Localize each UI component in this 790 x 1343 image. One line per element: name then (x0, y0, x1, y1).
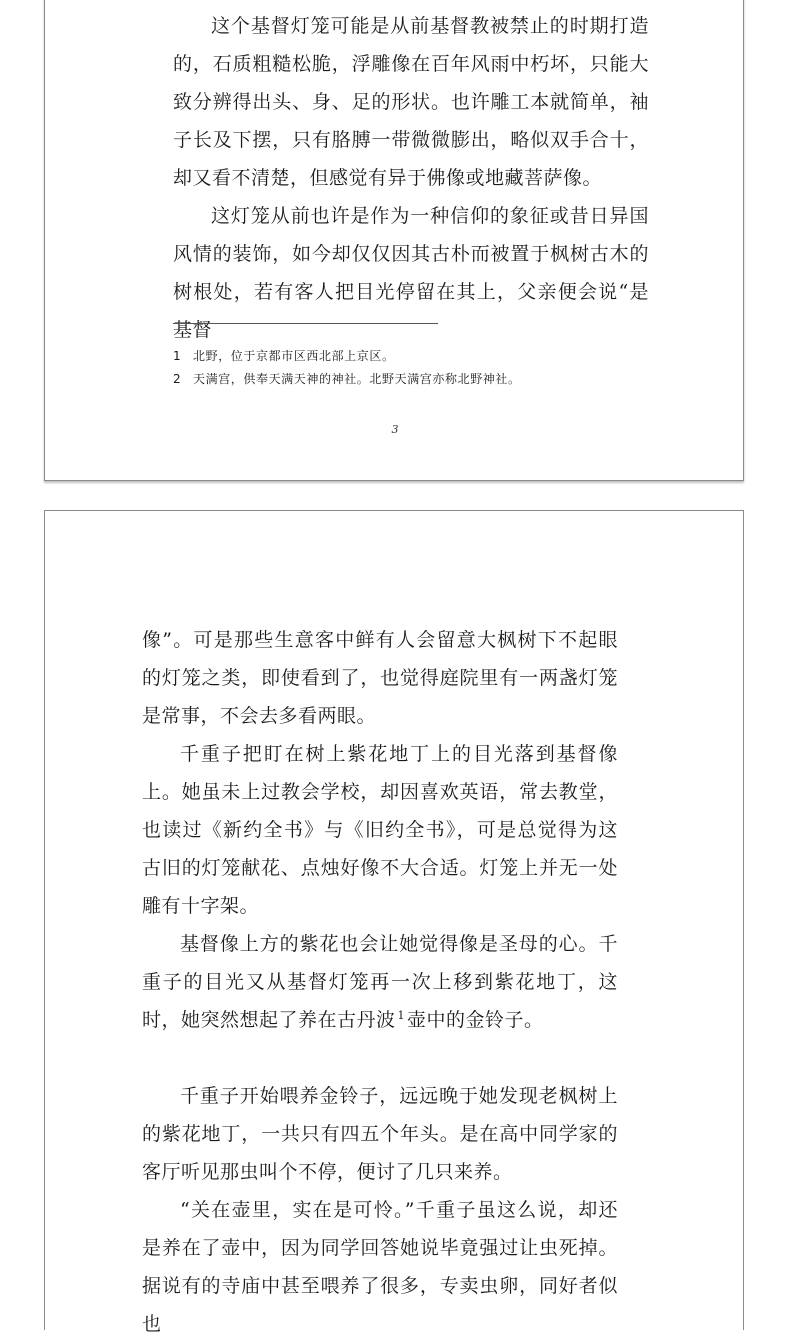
footnote (173, 345, 653, 368)
paragraph: 像”。可是那些生意客中鲜有人会留意大枫树下不起眼的灯笼之类，即使看到了，也觉得庭院里有一两盏灯笼是常事，不会去多看两眼。 (142, 629, 618, 727)
paragraph-text: 基督像上方的紫花也会让她觉得像是圣母的心。千重子的目光又从基督灯笼再一次上移到紫花地丁，这时，她突然想起了养在古丹波 (142, 933, 618, 1031)
paragraph (142, 925, 618, 1039)
page-4 (44, 510, 744, 1335)
paragraph: 千重子把盯在树上紫花地丁上的目光落到基督像上。她虽未上过教会学校，却因喜欢英语，常去教堂，也读过《新约全书》与《旧约全书》，可是总觉得为这古旧的灯笼献花、点烛好像不大合适。灯笼上并无一处雕有十字架。 (142, 743, 618, 917)
footnote-number: 2 (173, 372, 182, 386)
paragraph: “关在壶里，实在是可怜。”千重子虽这么说，却还是养在了壶中，因为同学回答她说毕竟强过让虫死掉。据说有的寺庙中甚至喂养了很多，专卖虫卵，同好者似也 (142, 1199, 618, 1335)
footnote-text: 天满宫，供奉天满天神的神社。北野天满宫亦称北野神社。 (193, 372, 521, 386)
paragraph: 千重子开始喂养金铃子，远远晚于她发现老枫树上的紫花地丁，一共只有四五个年头。是在高中同学家的客厅听见那虫叫个不停，便讨了几只来养。 (142, 1085, 618, 1183)
paragraph-text: 壶中的金铃子。 (407, 1009, 544, 1031)
page-3 (44, 0, 744, 481)
paragraph-fragment (173, 0, 649, 7)
paragraph: 这灯笼从前也许是作为一种信仰的象征或昔日异国风情的装饰，如今却仅仅因其古朴而被置于枫树古木的树根处，若有客人把目光停留在其上，父亲便会说“是基督 (173, 205, 649, 341)
page-3-body (173, 0, 649, 349)
footnotes (173, 345, 653, 391)
footnote-reference[interactable]: 1 (397, 1009, 406, 1022)
page-4-body (142, 621, 618, 1343)
footnote (173, 368, 653, 391)
footnote-divider (173, 323, 438, 324)
page-number: 3 (391, 423, 399, 436)
footnote-text: 北野，位于京都市区西北部上京区。 (193, 349, 395, 363)
paragraph: 这个基督灯笼可能是从前基督教被禁止的时期打造的，石质粗糙松脆，浮雕像在百年风雨中朽坏，只能大致分辨得出头、身、足的形状。也许雕工本就简单，袖子长及下摆，只有胳膊一带微微膨出，略似双手合十，却又看不清楚，但感觉有异于佛像或地藏菩萨像。 (173, 15, 649, 189)
footnote-number: 1 (173, 349, 182, 363)
